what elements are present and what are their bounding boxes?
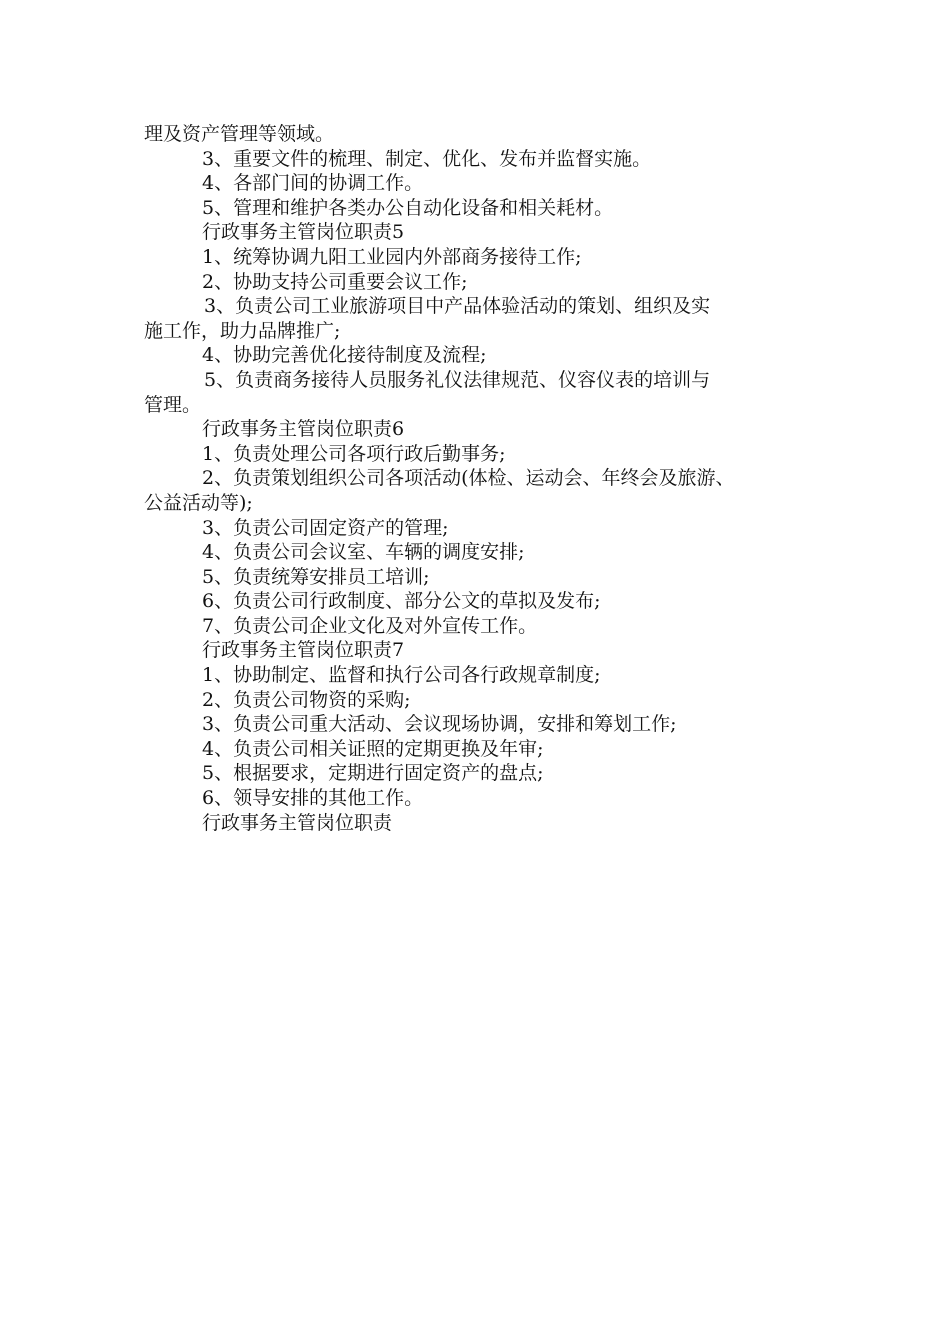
list-item: 1、协助制定、监督和执行公司各行政规章制度; — [202, 664, 601, 687]
section-heading: 行政事务主管岗位职责7 — [202, 639, 405, 662]
text-line: 施工作，助力品牌推广; — [144, 319, 341, 342]
list-item: 3、负责公司工业旅游项目中产品体验活动的策划、组织及实 — [204, 295, 711, 318]
list-item: 2、负责公司物资的采购; — [202, 688, 411, 711]
list-item: 5、负责商务接待人员服务礼仪法律规范、仪容仪表的培训与 — [204, 368, 711, 391]
list-item: 1、统筹协调九阳工业园内外部商务接待工作; — [202, 245, 582, 268]
list-item: 1、负责处理公司各项行政后勤事务; — [202, 442, 506, 465]
list-item: 2、协助支持公司重要会议工作; — [202, 270, 468, 293]
list-item: 5、管理和维护各类办公自动化设备和相关耗材。 — [202, 196, 614, 219]
list-item: 7、负责公司企业文化及对外宣传工作。 — [202, 614, 538, 637]
text-line: 公益活动等); — [144, 491, 253, 514]
section-heading: 行政事务主管岗位职责 — [202, 811, 393, 834]
list-item: 4、负责公司相关证照的定期更换及年审; — [202, 737, 544, 760]
list-item: 3、负责公司重大活动、会议现场协调，安排和筹划工作; — [202, 713, 677, 736]
list-item: 2、负责策划组织公司各项活动(体检、运动会、年终会及旅游、 — [202, 467, 735, 490]
list-item: 3、重要文件的梳理、制定、优化、发布并监督实施。 — [202, 147, 652, 170]
list-item: 6、领导安排的其他工作。 — [202, 787, 424, 810]
text-line: 理及资产管理等领域。 — [144, 123, 335, 145]
section-heading: 行政事务主管岗位职责6 — [202, 418, 405, 441]
document-body — [144, 122, 824, 835]
list-item: 5、根据要求，定期进行固定资产的盘点; — [202, 762, 544, 785]
text-line: 管理。 — [144, 393, 202, 416]
list-item: 3、负责公司固定资产的管理; — [202, 516, 449, 539]
section-heading: 行政事务主管岗位职责5 — [202, 221, 405, 244]
list-item: 6、负责公司行政制度、部分公文的草拟及发布; — [202, 590, 601, 613]
list-item: 5、负责统筹安排员工培训; — [202, 565, 430, 588]
list-item: 4、各部门间的协调工作。 — [202, 172, 424, 195]
list-item: 4、协助完善优化接待制度及流程; — [202, 344, 487, 367]
list-item: 4、负责公司会议室、车辆的调度安排; — [202, 541, 525, 564]
